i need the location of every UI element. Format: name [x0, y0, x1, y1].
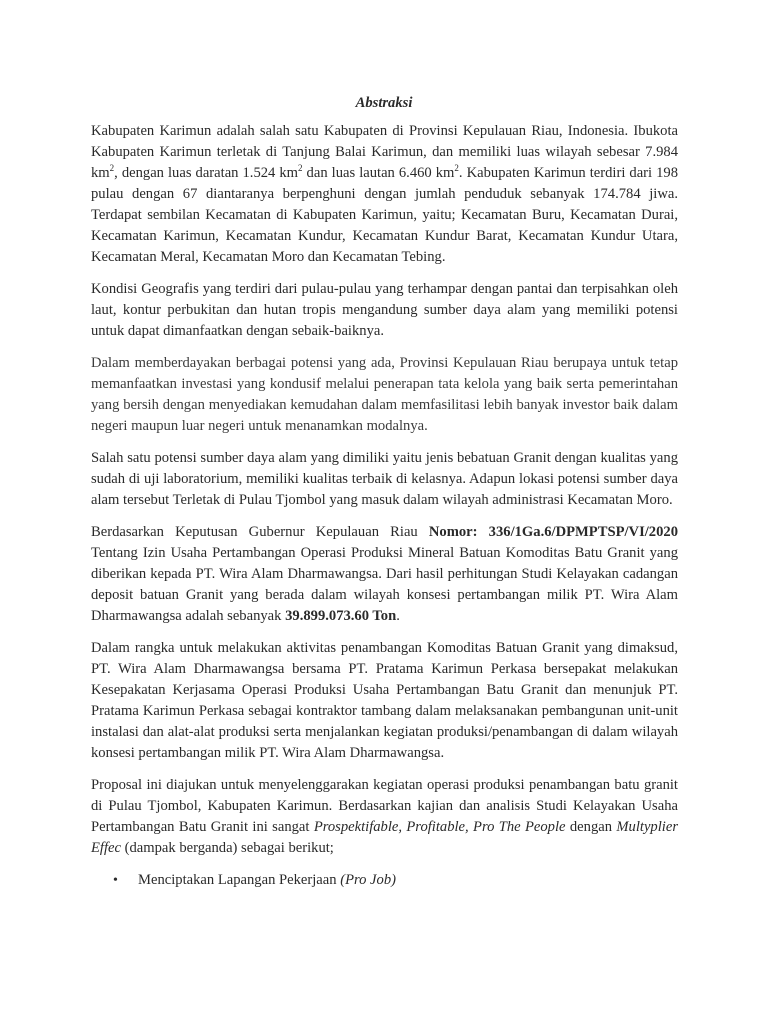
p5-text-e: . — [396, 608, 400, 624]
p7-text-c: dengan — [565, 819, 617, 835]
p7-text-e: (dampak berganda) sebagai berikut; — [120, 840, 334, 856]
p1-text-c: dan luas lautan 6.460 km — [302, 165, 455, 181]
p1-text-b: , dengan luas daratan 1.524 km — [114, 165, 299, 181]
p1-text-a: Kabupaten Karimun adalah salah satu Kabupaten di Provinsi Kepulauan Riau, Indonesia. Ibukota Kabupaten Karimun terletak di Tanjung Balai Karimun, dan memiliki luas wilayah sebesar 7.984 km — [91, 123, 678, 181]
p1-sup-3: 2 — [454, 163, 459, 174]
list-item — [91, 870, 678, 891]
paragraph-7 — [91, 775, 678, 859]
bullet-list — [91, 870, 678, 891]
p5-text-a: Berdasarkan Keputusan Gubernur Kepulauan Riau — [91, 524, 429, 540]
document-body — [91, 121, 678, 891]
bullet-italic: (Pro Job) — [340, 872, 396, 888]
bullet-icon: • — [113, 873, 118, 888]
p5-text-c: Tentang Izin Usaha Pertambangan Operasi Produksi Mineral Batuan Komoditas Batu Granit yang diberikan kepada PT. Wira Alam Dharmawangsa. Dari hasil perhitungan Studi Kelayakan cadangan deposit batuan Granit yang berada dalam wilayah konsesi pertambangan milik PT. Wira Alam Dharmawangsa adalah sebanyak — [91, 545, 678, 624]
document-title: Abstraksi — [355, 95, 413, 111]
paragraph-3: Dalam memberdayakan berbagai potensi yang ada, Provinsi Kepulauan Riau berupaya untuk tetap memanfaatkan investasi yang kondusif melalui penerapan tata kelola yang baik serta pemerintahan yang bersih dengan menyediakan kemudahan dalam memfasilitasi lebih banyak investor baik dalam negeri maupun luar negeri untuk menanamkan modalnya. — [91, 355, 678, 434]
paragraph-1 — [91, 121, 678, 268]
paragraph-6: Dalam rangka untuk melakukan aktivitas penambangan Komoditas Batuan Granit yang dimaksud, PT. Wira Alam Dharmawangsa bersama PT. Pratama Karimun Perkasa bersepakat melakukan Kesepakatan Kerjasama Operasi Produksi Usaha Pertambangan Batu Granit dan menunjuk PT. Pratama Karimun Perkasa sebagai kontraktor tambang dalam melaksanakan pembangunan unit-unit instalasi dan alat-alat produksi serta menjalankan kegiatan produksi/penambangan di dalam wilayah konsesi pertambangan milik PT. Wira Alam Dharmawangsa. — [91, 640, 678, 761]
p7-italic-multiplier: Multyplier Effec — [91, 819, 678, 856]
deposit-amount: 39.899.073.60 Ton — [285, 608, 397, 624]
paragraph-4: Salah satu potensi sumber daya alam yang dimiliki yaitu jenis bebatuan Granit dengan kualitas yang sudah di uji laboratorium, memiliki kualitas terbaik di kelasnya. Adapun lokasi potensi sumber daya alam tersebut Terletak di Pulau Tjombol yang masuk dalam wilayah administrasi Kecamatan Moro. — [91, 450, 678, 508]
p1-sup-1: 2 — [109, 163, 115, 174]
bullet-text: Menciptakan Lapangan Pekerjaan — [138, 872, 341, 888]
p7-italic-qualities: Prospektifable, Profitable, Pro The People — [313, 819, 566, 835]
decree-number: Nomor: 336/1Ga.6/DPMPTSP/VI/2020 — [428, 524, 678, 540]
paragraph-2: Kondisi Geografis yang terdiri dari pulau-pulau yang terhampar dengan pantai dan terpisahkan oleh laut, kontur perbukitan dan hutan tropis mengandung sumber daya alam yang memiliki potensi untuk dapat dimanfaatkan dengan sebaik-baiknya. — [91, 281, 678, 339]
p1-sup-2: 2 — [298, 163, 303, 174]
p1-text-d: . Kabupaten Karimun terdiri dari 198 pulau dengan 67 diantaranya berpenghuni dengan jumlah penduduk sebanyak 174.784 jiwa. Terdapat sembilan Kecamatan di Kabupaten Karimun, yaitu; Kecamatan Buru, Kecamatan Durai, Kecamatan Karimun, Kecamatan Kundur, Kecamatan Kundur Barat, Kecamatan Kundur Utara, Kecamatan Meral, Kecamatan Moro dan Kecamatan Tebing. — [91, 165, 679, 265]
paragraph-5 — [91, 522, 678, 627]
p7-text-a: Proposal ini diajukan untuk menyelenggarakan kegiatan operasi produksi penambangan batu granit di Pulau Tjombol, Kabupaten Karimun. Berdasarkan kajian dan analisis Studi Kelayakan Usaha Pertambangan Batu Granit ini sangat — [91, 777, 678, 835]
